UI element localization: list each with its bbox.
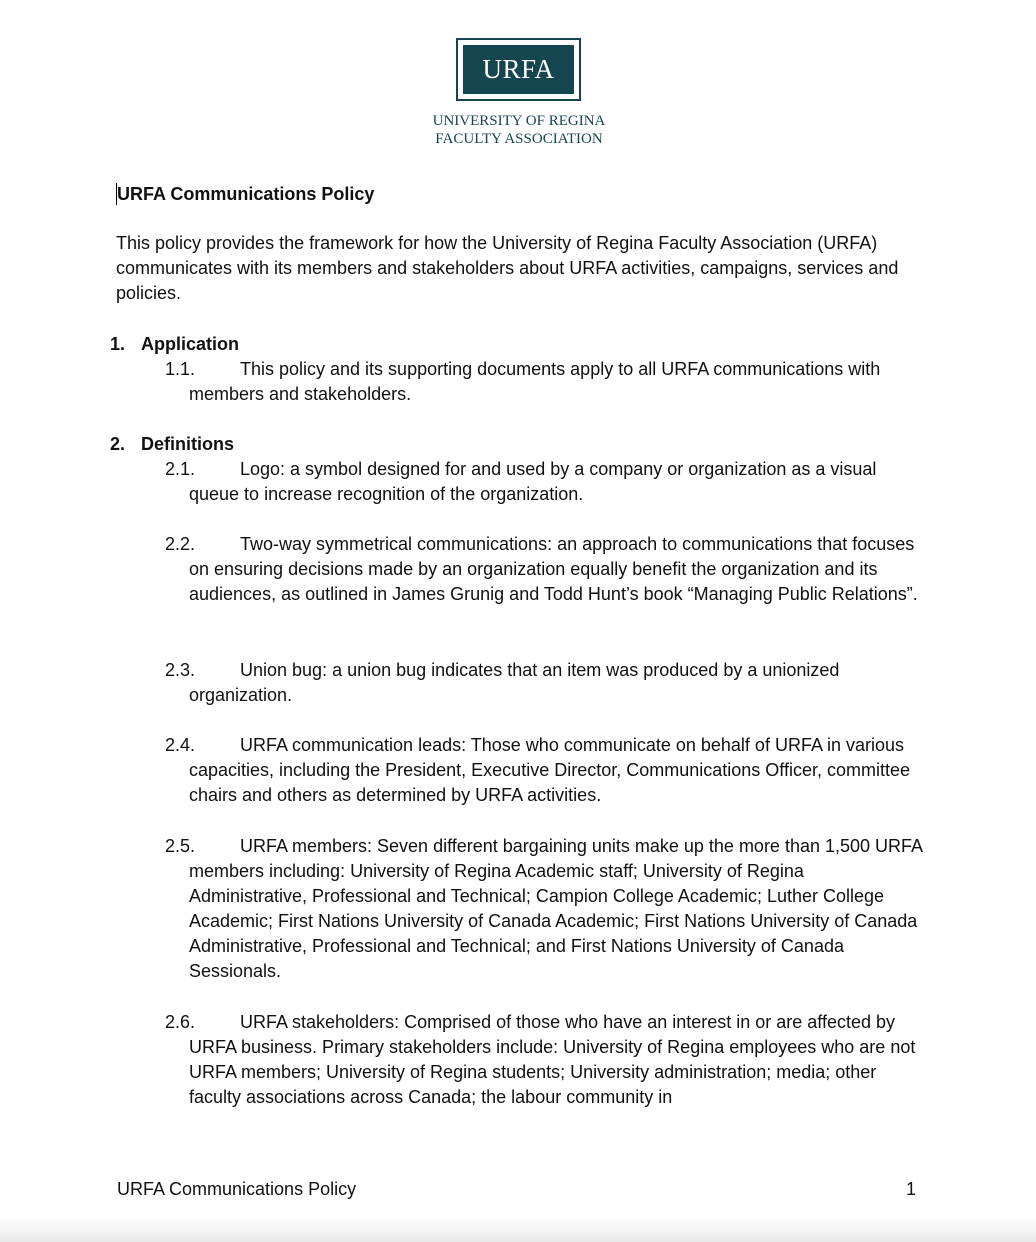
item-number: 2.6. [165,1012,196,1032]
logo-line-faculty: FACULTY ASSOCIATION [435,131,603,147]
item-number: 2.2. [165,534,196,554]
item-number: 2.3. [165,660,196,680]
list-item-2-2[interactable] [165,532,925,607]
item-number: 2.1. [165,459,196,479]
logo-wordmark: URFA [463,45,574,94]
list-item-1-1[interactable] [165,357,925,407]
urfa-logo [456,38,581,101]
intro-paragraph[interactable]: This policy provides the framework for how the University of Regina Faculty Association (URFA) communicates with its members and stakeholders about URFA activities, campaigns, services and policies. [116,233,899,304]
section-heading-label: Definitions [141,434,234,454]
footer-title: URFA Communications Policy [117,1179,357,1199]
list-item-2-6[interactable] [165,1010,925,1110]
list-item-2-5[interactable] [165,834,925,985]
item-text: URFA stakeholders: Comprised of those who have an interest in or are affected by URFA business. Primary stakeholders include: University of Regina employees who are not URFA members; University of Regina students; University administration; media; other faculty associations across Canada; the labour community in [189,1012,916,1108]
section-number: 1. [110,334,126,354]
page-bottom-shadow [0,1216,1036,1242]
item-text: URFA members: Seven different bargaining units make up the more than 1,500 URFA members including: University of Regina Academic staff; University of Regina Administrative, Professional and Technical; Campion College Academic; Luther College Academic; First Nations University of Canada Academic; First Nations University of Canada Administrative, Professional and Technical; and First Nations University of Canada Sessionals. [189,836,923,982]
item-number: 2.5. [165,836,196,856]
item-text: This policy and its supporting documents apply to all URFA communications with members and stakeholders. [189,359,881,405]
logo-line-university: UNIVERSITY OF REGINA [432,113,606,129]
list-item-2-1[interactable] [165,457,925,507]
section-heading-label: Application [141,334,239,354]
list-item-2-4[interactable] [165,733,925,808]
item-text: Two-way symmetrical communications: an approach to communications that focuses on ensuring decisions made by an organization equally benefit the organization and its audiences, as outlined in James Grunig and Todd Hunt’s book “Managing Public Relations”. [189,534,918,605]
item-number: 1.1. [165,359,196,379]
section-number: 2. [110,434,126,454]
list-item-2-3[interactable] [165,658,925,708]
item-text: URFA communication leads: Those who communicate on behalf of URFA in various capacities, including the President, Executive Director, Communications Officer, committee chairs and others as determined by URFA activities. [189,735,910,806]
item-text: Logo: a symbol designed for and used by a company or organization as a visual queue to increase recognition of the organization. [189,459,877,505]
item-text: Union bug: a union bug indicates that an item was produced by a unionized organization. [189,660,840,706]
item-number: 2.4. [165,735,196,755]
document-title[interactable]: URFA Communications Policy [117,184,375,204]
page-number: 1 [906,1179,917,1199]
